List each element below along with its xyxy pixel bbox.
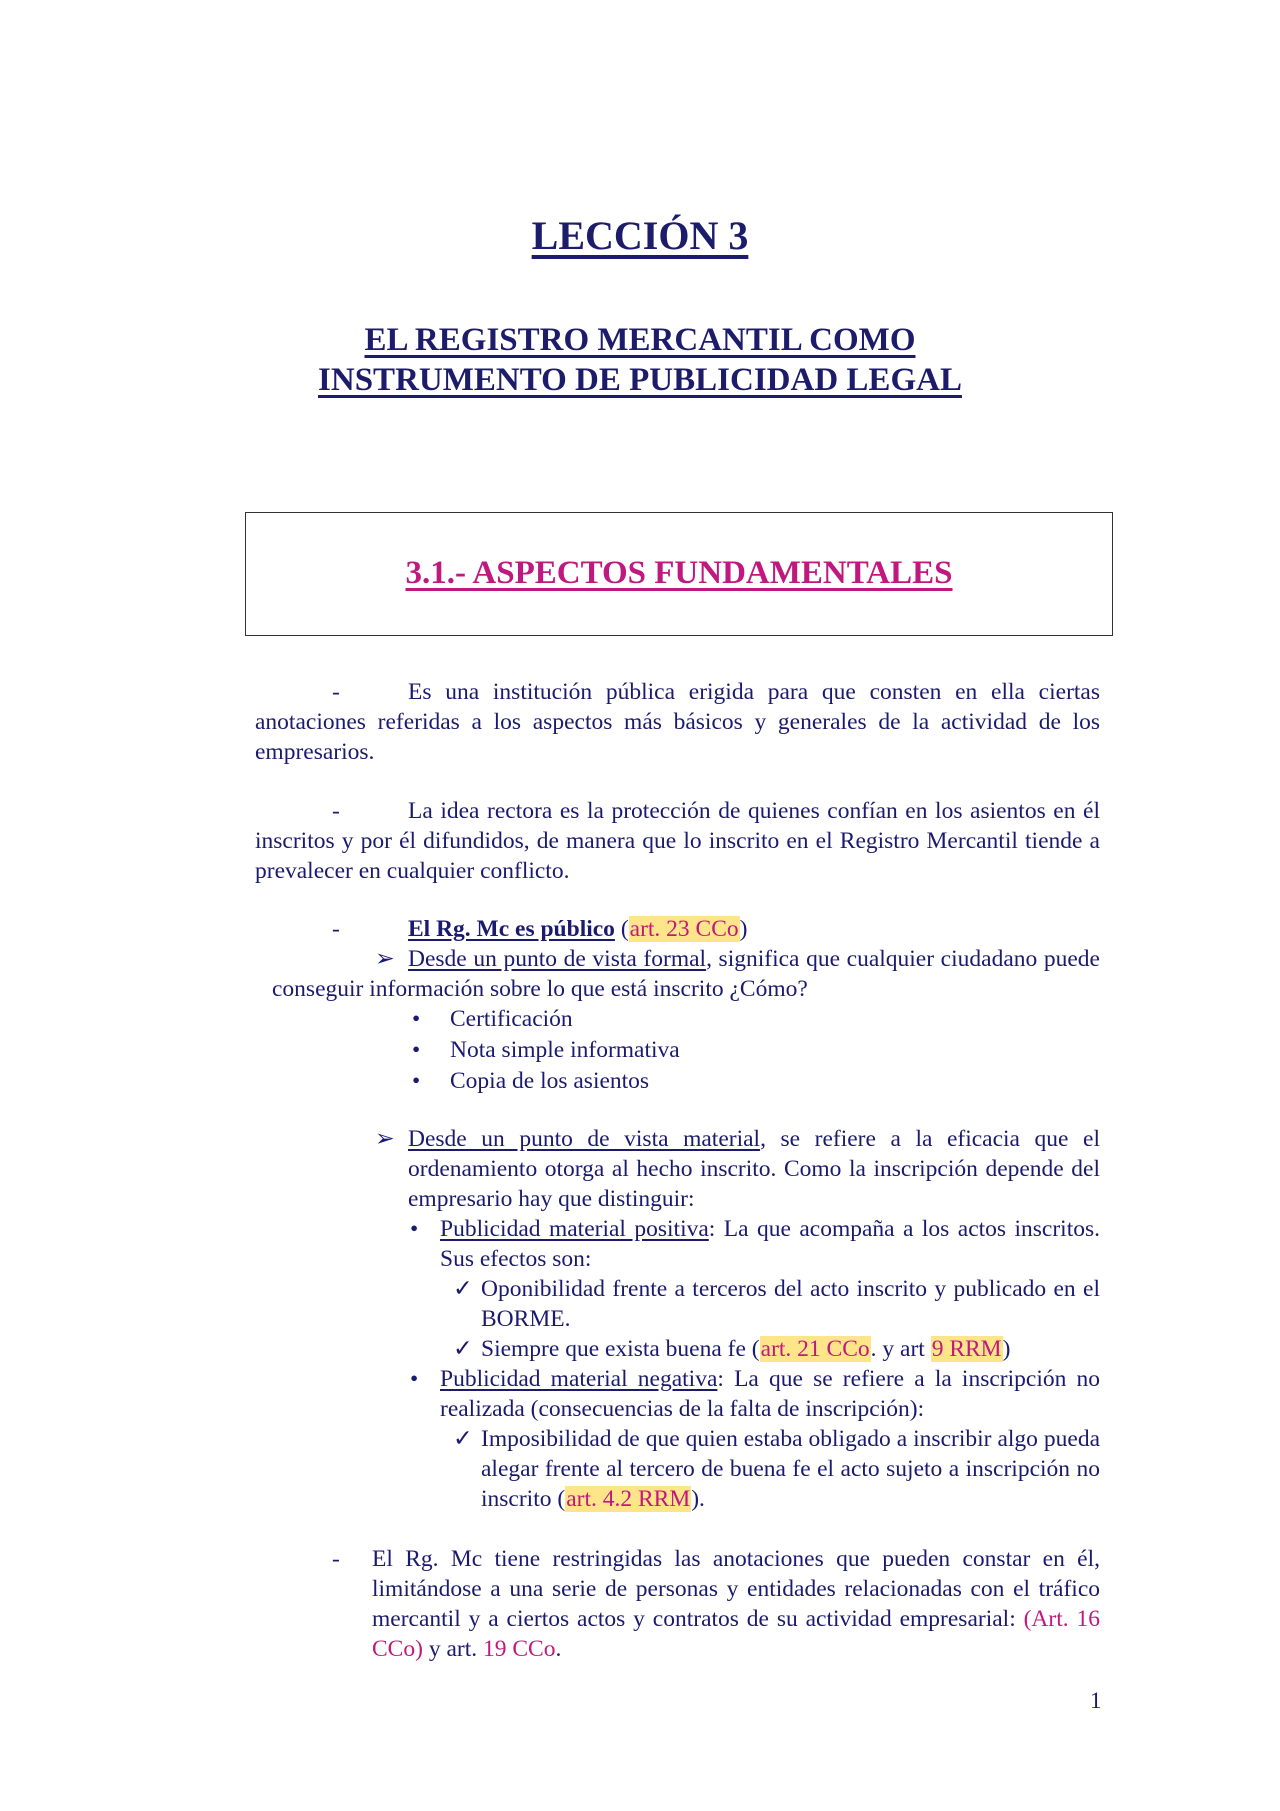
material-label: Desde un punto de vista material bbox=[408, 1126, 761, 1152]
list-item bbox=[412, 1035, 912, 1066]
negative-text bbox=[410, 1364, 1100, 1424]
legal-reference: art. 4.2 RRM bbox=[566, 1486, 691, 1512]
check-2-mid: . y art bbox=[870, 1336, 931, 1362]
list-item-text: Certificación bbox=[450, 1006, 573, 1032]
page-number: 1 bbox=[1090, 1688, 1102, 1713]
checkmark-icon: ✓ bbox=[453, 1336, 473, 1362]
paragraph-2-text: La idea rectora es la protección de quienes confían en los asientos en él inscritos y por él difundidos, de manera que lo inscrito en el Registro Mercantil tiende a prevalecer en cualquier conflicto. bbox=[255, 798, 1100, 884]
check-2-pre: Siempre que exista buena fe ( bbox=[481, 1336, 760, 1362]
arrow-bullet-icon: ➢ bbox=[375, 946, 395, 972]
paragraph-4-text bbox=[332, 1544, 1100, 1664]
legal-reference: 19 CCo bbox=[482, 1636, 556, 1662]
bullet-dot-icon: • bbox=[410, 1366, 419, 1392]
paragraph-3-line bbox=[255, 914, 1100, 944]
formal-bullet-list bbox=[412, 1004, 912, 1097]
negative-check-post: ). bbox=[691, 1486, 705, 1512]
material-description: , se refiere a la eficacia que el ordenamiento otorga al hecho inscrito. Como la inscripción depende del empresario hay que distinguir: bbox=[408, 1126, 1100, 1212]
paragraph-4-end: . bbox=[555, 1636, 562, 1662]
legal-reference: (Art. 16 CCo) bbox=[372, 1606, 1100, 1662]
list-item-text: Copia de los asientos bbox=[450, 1068, 650, 1094]
bullet-dot-icon: • bbox=[410, 1216, 419, 1242]
paragraph-1-text: Es una institución pública erigida para que consten en ella ciertas anotaciones referidas a los aspectos más básicos y generales de la actividad de los empresarios. bbox=[255, 679, 1100, 765]
bullet-dot-icon: • bbox=[412, 1006, 421, 1032]
list-item-text: Nota simple informativa bbox=[450, 1037, 680, 1063]
negative-check-text bbox=[453, 1424, 1100, 1514]
section-title: 3.1.- ASPECTOS FUNDAMENTALES bbox=[405, 555, 953, 591]
public-heading: El Rg. Mc es público bbox=[408, 916, 615, 942]
check-2-post: ) bbox=[1002, 1336, 1011, 1362]
list-item bbox=[412, 1066, 912, 1097]
dash-marker: - bbox=[332, 1546, 340, 1572]
arrow-bullet-icon: ➢ bbox=[375, 1126, 395, 1152]
dash-marker: - bbox=[332, 798, 340, 824]
dash-marker: - bbox=[332, 679, 340, 705]
positive-check-2 bbox=[453, 1334, 1100, 1364]
dash-marker: - bbox=[332, 916, 340, 942]
material-section bbox=[375, 1124, 1100, 1214]
negative-publicity bbox=[410, 1364, 1100, 1424]
negative-label: Publicidad material negativa bbox=[440, 1366, 718, 1392]
subtitle-line-2: INSTRUMENTO DE PUBLICIDAD LEGAL bbox=[318, 362, 962, 398]
checkmark-icon: ✓ bbox=[453, 1426, 473, 1452]
formal-section bbox=[272, 944, 1100, 1004]
paragraph-2 bbox=[255, 796, 1100, 886]
formal-text bbox=[272, 944, 1100, 1004]
paragraph-4-mid: y art. bbox=[422, 1636, 483, 1662]
positive-check-1-text: Oponibilidad frente a terceros del acto inscrito y publicado en el BORME. bbox=[481, 1276, 1100, 1332]
positive-check-1 bbox=[453, 1274, 1100, 1334]
legal-reference: art. 21 CCo bbox=[760, 1336, 870, 1362]
formal-description: , significa que cualquier ciudadano puede conseguir información sobre lo que está inscrito ¿Cómo? bbox=[272, 946, 1100, 1002]
lesson-title: LECCIÓN 3 bbox=[531, 213, 749, 258]
paragraph-4 bbox=[332, 1544, 1100, 1664]
list-item bbox=[412, 1004, 912, 1035]
negative-check bbox=[453, 1424, 1100, 1514]
positive-text bbox=[410, 1214, 1100, 1274]
positive-description: : La que acompaña a los actos inscritos. Sus efectos son: bbox=[440, 1216, 1100, 1272]
paren-open: ( bbox=[620, 916, 629, 942]
paragraph-4-body: El Rg. Mc tiene restringidas las anotaciones que pueden constar en él, limitándose a una serie de personas y entidades relacionadas con el tráfico mercantil y a ciertos actos y contratos de su actividad empresarial: bbox=[372, 1546, 1100, 1632]
positive-publicity bbox=[410, 1214, 1100, 1274]
paren-close: ) bbox=[739, 916, 748, 942]
lesson-subtitle bbox=[0, 320, 1280, 400]
subtitle-line-1: EL REGISTRO MERCANTIL COMO bbox=[364, 322, 916, 358]
paragraph-3 bbox=[255, 914, 1100, 944]
bullet-dot-icon: • bbox=[412, 1068, 421, 1094]
negative-description: : La que se refiere a la inscripción no realizada (consecuencias de la falta de inscripción): bbox=[440, 1366, 1100, 1422]
formal-label: Desde un punto de vista formal bbox=[408, 946, 707, 972]
bullet-dot-icon: • bbox=[412, 1037, 421, 1063]
checkmark-icon: ✓ bbox=[453, 1276, 473, 1302]
legal-reference: 9 RRM bbox=[931, 1336, 1002, 1362]
positive-label: Publicidad material positiva bbox=[440, 1216, 709, 1242]
negative-check-pre: Imposibilidad de que quien estaba obligado a inscribir algo pueda alegar frente al tercero de buena fe el acto sujeto a inscripción no inscrito ( bbox=[481, 1426, 1100, 1512]
legal-reference: art. 23 CCo bbox=[629, 916, 739, 942]
positive-check-2-text bbox=[453, 1334, 1100, 1364]
paragraph-1 bbox=[255, 677, 1100, 767]
material-text bbox=[375, 1124, 1100, 1214]
